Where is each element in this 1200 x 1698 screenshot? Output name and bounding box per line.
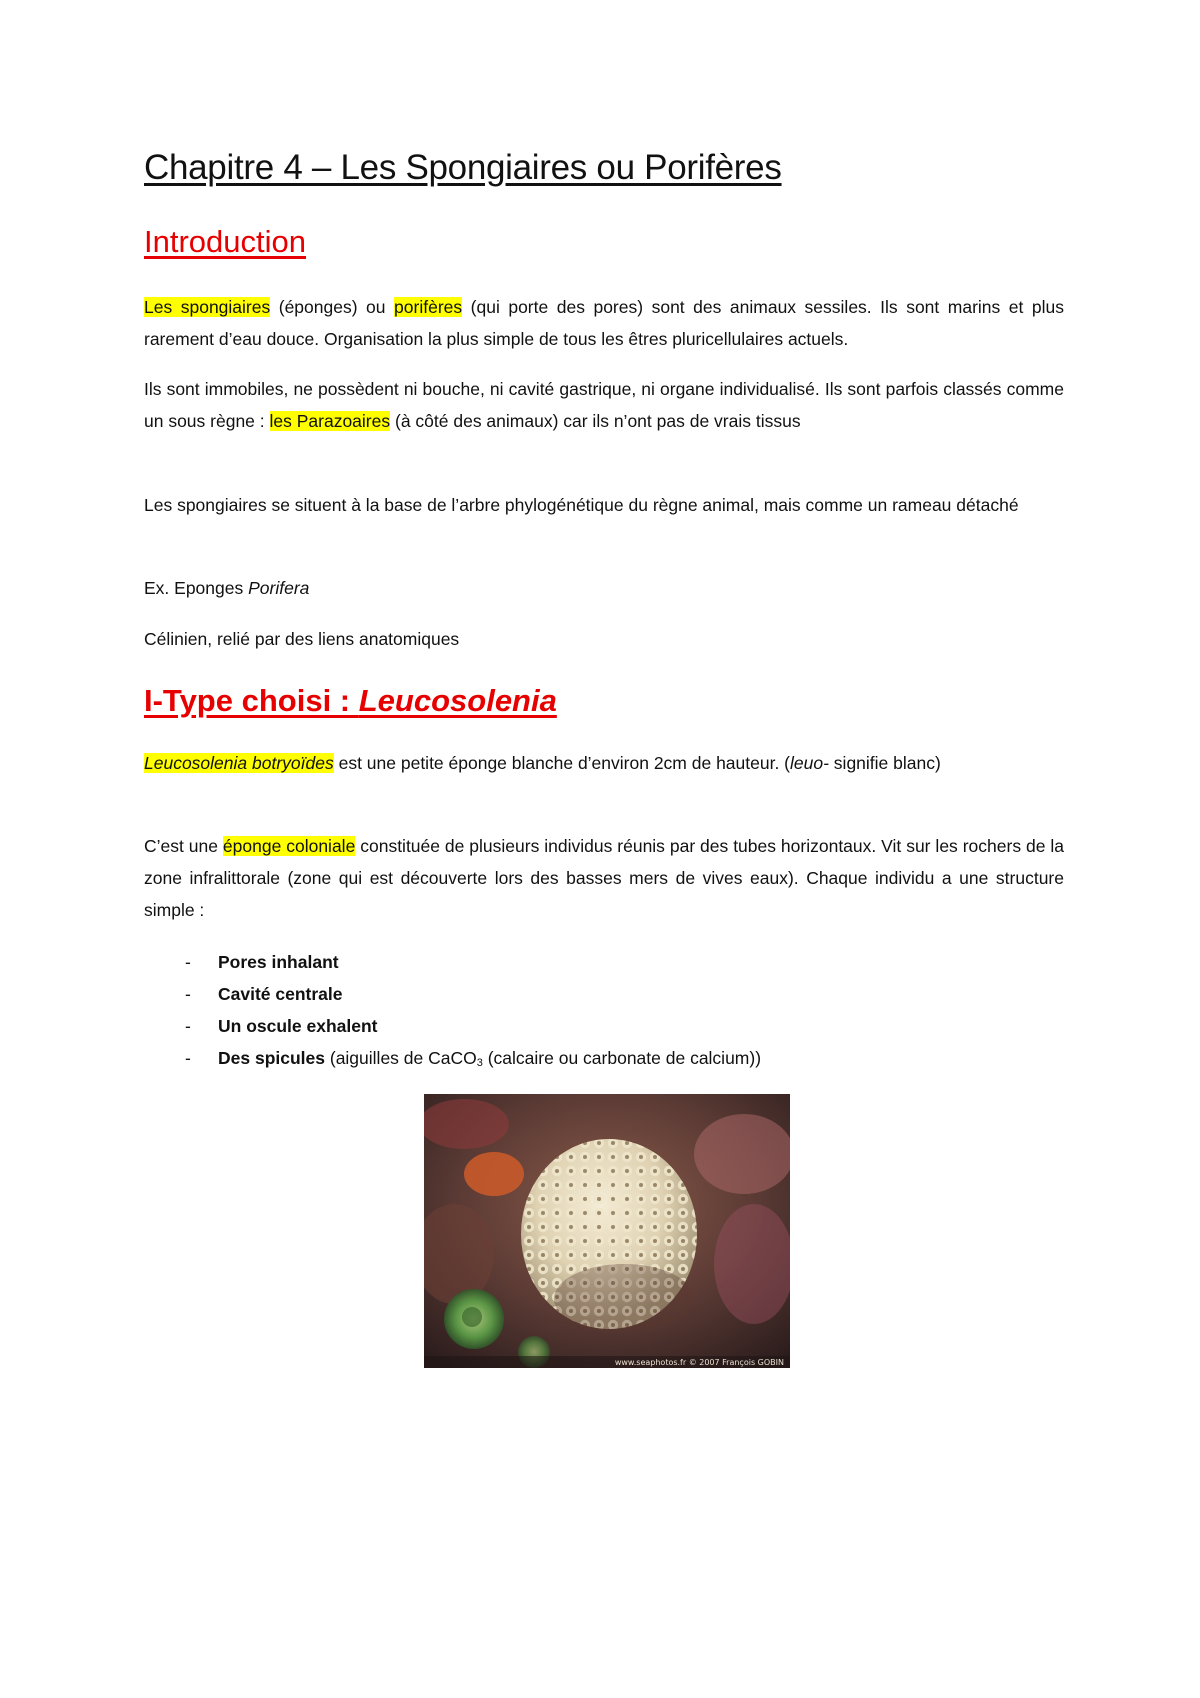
heading-genus: Leucosolenia: [358, 683, 557, 718]
list-item: [144, 946, 761, 978]
text-run: Ex. Eponges: [144, 578, 249, 598]
text-run: C’est une: [144, 836, 223, 856]
text-run: (aiguilles de CaCO: [325, 1048, 477, 1068]
page-title: Chapitre 4 – Les Spongiaires ou Porifères: [144, 148, 782, 187]
text-run: signifie blanc): [828, 753, 941, 773]
list-item: [144, 1042, 761, 1079]
italic-porifera: Porifera: [248, 578, 310, 598]
dash-bullet: -: [185, 952, 191, 972]
list-item-term: Pores inhalant: [218, 952, 339, 972]
dash-bullet: -: [185, 984, 191, 1004]
highlight-spongiaires: Les spongiaires: [144, 297, 271, 317]
text-run: (calcaire ou carbonate de calcium)): [482, 1048, 762, 1068]
highlight-leucosolenia-botryoides: Leucosolenia botryoïdes: [144, 753, 334, 773]
text-run: Ils sont immobiles, ne possèdent ni bouche, ni cavité gastrique, ni organe individualisé. Ils sont parfois classés comme un sous règne :: [144, 379, 1064, 431]
section-heading-introduction: Introduction: [144, 224, 306, 259]
highlight-poriferes: porifères: [394, 297, 463, 317]
photo-credit: www.seaphotos.fr © 2007 François GOBIN: [614, 1358, 784, 1367]
highlight-parazoaires: les Parazoaires: [269, 411, 391, 431]
text-run: constituée de plusieurs individus réunis par des tubes horizontaux. Vit sur les rochers de la zone infralittorale (zone qui est découverte lors des basses mers de vives eaux). Chaque individu a une structure simple :: [144, 836, 1064, 920]
subscript: 3: [476, 1057, 483, 1069]
dash-bullet: -: [185, 1048, 191, 1068]
sponge-photo: [424, 1094, 790, 1368]
text-run: (qui porte des pores) sont des animaux sessiles. Ils sont marins et plus rarement d’eau douce. Organisation la plus simple de tous les êtres pluricellulaires actuels.: [144, 297, 1065, 349]
list-item-term: Des spicules: [218, 1048, 325, 1068]
intro-paragraph-2: [144, 373, 1064, 437]
text-run: est une petite éponge blanche d’environ 2cm de hauteur. (: [333, 753, 791, 773]
list-item: [144, 978, 761, 1010]
intro-paragraph-4: [144, 572, 1064, 604]
intro-paragraph-3: Les spongiaires se situent à la base de l’arbre phylogénétique du règne animal, mais comme un rameau détaché: [144, 495, 1019, 515]
dash-bullet: -: [185, 1016, 191, 1036]
heading-prefix: I-Type choisi :: [144, 683, 359, 718]
structure-list: [144, 946, 761, 1079]
section-heading-type-choisi: [144, 683, 557, 719]
list-item: [144, 1010, 761, 1042]
intro-paragraph-5: Célinien, relié par des liens anatomiques: [144, 629, 460, 649]
list-item-term: Un oscule exhalent: [218, 1016, 378, 1036]
italic-leuo: leuo-: [790, 753, 829, 773]
sponge-photo-image: [424, 1094, 790, 1368]
section1-paragraph-1: [144, 747, 1064, 779]
list-item-term: Cavité centrale: [218, 984, 343, 1004]
text-run: (éponges) ou: [270, 297, 395, 317]
section1-paragraph-2: [144, 830, 1064, 926]
text-run: (à côté des animaux) car ils n’ont pas de vrais tissus: [390, 411, 801, 431]
highlight-eponge-coloniale: éponge coloniale: [222, 836, 356, 856]
intro-paragraph-1: [144, 291, 1064, 355]
